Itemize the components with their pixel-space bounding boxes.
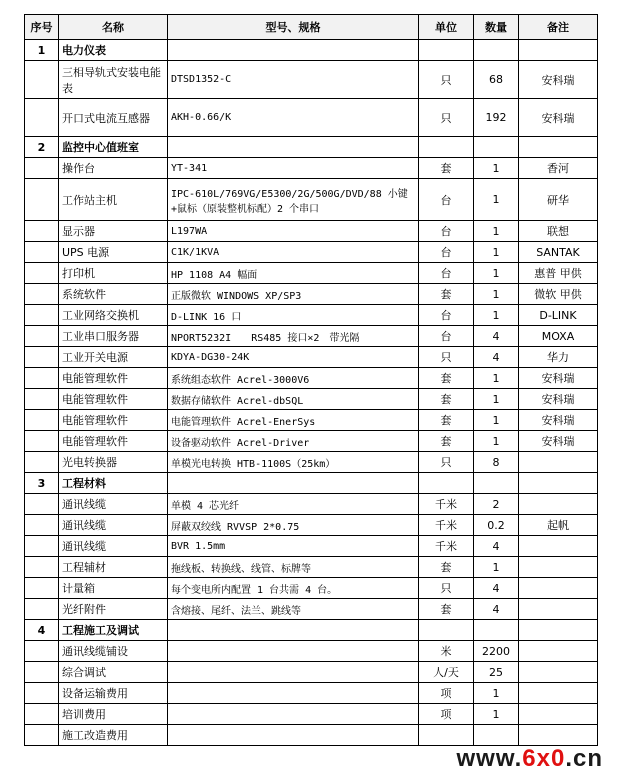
cell-note [519, 662, 598, 683]
cell-qty: 4 [474, 599, 519, 620]
cell-model [168, 704, 419, 725]
cell-qty: 4 [474, 536, 519, 557]
cell-unit: 千米 [419, 536, 474, 557]
cell-model: HP 1108 A4 幅面 [168, 263, 419, 284]
table-row [25, 683, 598, 704]
cell-note [519, 725, 598, 746]
cell-qty [474, 620, 519, 641]
cell-model: 含熔接、尾纤、法兰、跳线等 [168, 599, 419, 620]
cell-name: 系统软件 [59, 284, 168, 305]
cell-unit [419, 473, 474, 494]
section-row [25, 137, 598, 158]
cell-model: D-LINK 16 口 [168, 305, 419, 326]
cell-name: 工程辅材 [59, 557, 168, 578]
section-row [25, 40, 598, 61]
cell-name: 电能管理软件 [59, 389, 168, 410]
cell-model [168, 725, 419, 746]
cell-name: 电能管理软件 [59, 431, 168, 452]
table-row [25, 61, 598, 99]
cell-model [168, 620, 419, 641]
cell-no: 1 [25, 40, 59, 61]
cell-note [519, 641, 598, 662]
cell-name: 计量箱 [59, 578, 168, 599]
cell-unit: 项 [419, 683, 474, 704]
cell-model: BVR 1.5mm [168, 536, 419, 557]
cell-no [25, 368, 59, 389]
cell-no [25, 61, 59, 99]
table-row [25, 284, 598, 305]
header-row [25, 15, 598, 40]
cell-qty: 8 [474, 452, 519, 473]
cell-note [519, 683, 598, 704]
cell-name: 通讯线缆 [59, 494, 168, 515]
cell-qty: 1 [474, 263, 519, 284]
header-no: 序号 [25, 15, 59, 40]
table-row [25, 158, 598, 179]
cell-name: 通讯线缆 [59, 515, 168, 536]
cell-note [519, 536, 598, 557]
cell-note: 起帆 [519, 515, 598, 536]
cell-name: 显示器 [59, 221, 168, 242]
header-name: 名称 [59, 15, 168, 40]
cell-unit: 只 [419, 578, 474, 599]
cell-unit: 人/天 [419, 662, 474, 683]
cell-no [25, 410, 59, 431]
cell-no [25, 704, 59, 725]
cell-no [25, 494, 59, 515]
table-row [25, 536, 598, 557]
table-row [25, 389, 598, 410]
cell-note [519, 494, 598, 515]
cell-qty: 2 [474, 494, 519, 515]
cell-no [25, 242, 59, 263]
cell-qty: 4 [474, 347, 519, 368]
cell-unit: 台 [419, 179, 474, 221]
cell-unit: 台 [419, 242, 474, 263]
header-model: 型号、规格 [168, 15, 419, 40]
cell-no [25, 452, 59, 473]
cell-note: 安科瑞 [519, 431, 598, 452]
cell-qty: 1 [474, 221, 519, 242]
table-row [25, 368, 598, 389]
watermark-main: www. [456, 745, 523, 772]
cell-no [25, 515, 59, 536]
cell-model: 拖线板、转换线、线管、标牌等 [168, 557, 419, 578]
cell-note [519, 620, 598, 641]
header-qty: 数量 [474, 15, 519, 40]
table-row [25, 410, 598, 431]
table-row [25, 725, 598, 746]
cell-no [25, 158, 59, 179]
cell-qty: 1 [474, 305, 519, 326]
cell-name: 培训费用 [59, 704, 168, 725]
cell-qty [474, 473, 519, 494]
cell-qty: 1 [474, 158, 519, 179]
section-row [25, 620, 598, 641]
cell-qty: 1 [474, 431, 519, 452]
cell-qty: 4 [474, 578, 519, 599]
cell-model [168, 137, 419, 158]
cell-unit: 套 [419, 599, 474, 620]
cell-note: 研华 [519, 179, 598, 221]
cell-model: 屏蔽双绞线 RVVSP 2*0.75 [168, 515, 419, 536]
cell-model: IPC-610L/769VG/E5300/2G/500G/DVD/88 小键+鼠标（原装整机标配）2 个串口 [168, 179, 419, 221]
cell-model: 数据存储软件 Acrel-dbSQL [168, 389, 419, 410]
cell-unit: 千米 [419, 515, 474, 536]
header-note: 备注 [519, 15, 598, 40]
table-row [25, 221, 598, 242]
cell-note: 联想 [519, 221, 598, 242]
table-row [25, 515, 598, 536]
table-row [25, 326, 598, 347]
table-row [25, 704, 598, 725]
cell-note [519, 452, 598, 473]
cell-note: 安科瑞 [519, 61, 598, 99]
cell-no [25, 683, 59, 704]
cell-model: 正版微软 WINDOWS XP/SP3 [168, 284, 419, 305]
cell-qty: 1 [474, 704, 519, 725]
cell-model: 单模光电转换 HTB-1100S（25km） [168, 452, 419, 473]
cell-qty: 2200 [474, 641, 519, 662]
cell-name: 开口式电流互感器 [59, 99, 168, 137]
cell-no [25, 557, 59, 578]
cell-qty: 1 [474, 683, 519, 704]
cell-name: 打印机 [59, 263, 168, 284]
cell-unit: 只 [419, 61, 474, 99]
cell-no [25, 536, 59, 557]
cell-note [519, 473, 598, 494]
watermark-accent: 6x0 [522, 745, 566, 772]
table-row [25, 494, 598, 515]
table-row [25, 179, 598, 221]
cell-qty: 4 [474, 326, 519, 347]
cell-model: 每个变电所内配置 1 台共需 4 台。 [168, 578, 419, 599]
table-row [25, 263, 598, 284]
cell-unit: 套 [419, 368, 474, 389]
cell-model [168, 641, 419, 662]
cell-note: 华力 [519, 347, 598, 368]
table-row [25, 242, 598, 263]
header-unit: 单位 [419, 15, 474, 40]
cell-note: 微软 甲供 [519, 284, 598, 305]
cell-model [168, 473, 419, 494]
section-row [25, 473, 598, 494]
cell-note: 安科瑞 [519, 368, 598, 389]
cell-name: 监控中心值班室 [59, 137, 168, 158]
table-row [25, 99, 598, 137]
spec-table [24, 14, 598, 746]
cell-no [25, 284, 59, 305]
cell-unit: 只 [419, 99, 474, 137]
cell-name: 工业网络交换机 [59, 305, 168, 326]
cell-note: 安科瑞 [519, 410, 598, 431]
cell-model: 电能管理软件 Acrel-EnerSys [168, 410, 419, 431]
cell-unit: 套 [419, 284, 474, 305]
cell-no [25, 389, 59, 410]
cell-name: 设备运输费用 [59, 683, 168, 704]
cell-no [25, 221, 59, 242]
cell-no [25, 431, 59, 452]
cell-note [519, 599, 598, 620]
cell-name: UPS 电源 [59, 242, 168, 263]
cell-note [519, 704, 598, 725]
cell-qty: 1 [474, 389, 519, 410]
cell-unit: 台 [419, 263, 474, 284]
cell-qty [474, 40, 519, 61]
cell-note: 安科瑞 [519, 389, 598, 410]
cell-no [25, 99, 59, 137]
cell-qty: 1 [474, 284, 519, 305]
table-row [25, 599, 598, 620]
cell-qty: 68 [474, 61, 519, 99]
cell-unit [419, 620, 474, 641]
cell-qty: 1 [474, 179, 519, 221]
cell-no [25, 305, 59, 326]
cell-unit: 台 [419, 305, 474, 326]
table-row [25, 347, 598, 368]
cell-note [519, 557, 598, 578]
cell-qty: 192 [474, 99, 519, 137]
cell-name: 光电转换器 [59, 452, 168, 473]
table-body [25, 40, 598, 746]
cell-qty [474, 725, 519, 746]
cell-unit [419, 725, 474, 746]
cell-no [25, 263, 59, 284]
cell-unit: 套 [419, 158, 474, 179]
cell-unit: 米 [419, 641, 474, 662]
cell-qty: 25 [474, 662, 519, 683]
cell-note [519, 40, 598, 61]
cell-model: NPORT5232I RS485 接口×2 带光隔 [168, 326, 419, 347]
cell-no [25, 578, 59, 599]
cell-name: 工业串口服务器 [59, 326, 168, 347]
table-row [25, 557, 598, 578]
cell-no [25, 599, 59, 620]
watermark-tail: .cn [565, 745, 603, 772]
cell-model [168, 683, 419, 704]
cell-name: 电能管理软件 [59, 368, 168, 389]
cell-name: 综合调试 [59, 662, 168, 683]
cell-model: KDYA-DG30-24K [168, 347, 419, 368]
cell-unit: 套 [419, 431, 474, 452]
cell-model: AKH-0.66/K [168, 99, 419, 137]
cell-no: 2 [25, 137, 59, 158]
cell-qty [474, 137, 519, 158]
cell-name: 光纤附件 [59, 599, 168, 620]
cell-unit: 千米 [419, 494, 474, 515]
cell-qty: 1 [474, 368, 519, 389]
cell-no [25, 662, 59, 683]
table-row [25, 452, 598, 473]
table-row [25, 431, 598, 452]
cell-model: 系统组态软件 Acrel-3000V6 [168, 368, 419, 389]
cell-unit: 套 [419, 389, 474, 410]
table-row [25, 641, 598, 662]
cell-unit: 套 [419, 557, 474, 578]
cell-no [25, 326, 59, 347]
cell-note [519, 137, 598, 158]
cell-qty: 1 [474, 410, 519, 431]
cell-unit: 只 [419, 452, 474, 473]
cell-name: 通讯线缆 [59, 536, 168, 557]
cell-name: 三相导轨式安装电能表 [59, 61, 168, 99]
cell-unit [419, 40, 474, 61]
table-row [25, 662, 598, 683]
cell-no: 4 [25, 620, 59, 641]
cell-no [25, 725, 59, 746]
cell-qty: 1 [474, 557, 519, 578]
cell-note: MOXA [519, 326, 598, 347]
cell-model: YT-341 [168, 158, 419, 179]
cell-unit: 台 [419, 326, 474, 347]
cell-note: 香河 [519, 158, 598, 179]
cell-name: 工程施工及调试 [59, 620, 168, 641]
cell-qty: 1 [474, 242, 519, 263]
cell-model: L197WA [168, 221, 419, 242]
cell-no [25, 641, 59, 662]
table-row [25, 578, 598, 599]
cell-qty: 0.2 [474, 515, 519, 536]
cell-name: 工作站主机 [59, 179, 168, 221]
cell-unit: 项 [419, 704, 474, 725]
cell-name: 电能管理软件 [59, 410, 168, 431]
table-row [25, 305, 598, 326]
cell-no: 3 [25, 473, 59, 494]
cell-no [25, 347, 59, 368]
cell-model [168, 40, 419, 61]
cell-name: 通讯线缆铺设 [59, 641, 168, 662]
cell-name: 工程材料 [59, 473, 168, 494]
cell-unit: 台 [419, 221, 474, 242]
cell-name: 工业开关电源 [59, 347, 168, 368]
cell-name: 电力仪表 [59, 40, 168, 61]
cell-model: C1K/1KVA [168, 242, 419, 263]
cell-note: D-LINK [519, 305, 598, 326]
cell-name: 施工改造费用 [59, 725, 168, 746]
cell-unit: 只 [419, 347, 474, 368]
cell-note: SANTAK [519, 242, 598, 263]
cell-note: 惠普 甲供 [519, 263, 598, 284]
cell-no [25, 179, 59, 221]
cell-unit: 套 [419, 410, 474, 431]
cell-model: 单模 4 芯光纤 [168, 494, 419, 515]
cell-note: 安科瑞 [519, 99, 598, 137]
site-watermark [456, 745, 603, 773]
cell-model [168, 662, 419, 683]
cell-model: 设备驱动软件 Acrel-Driver [168, 431, 419, 452]
cell-unit [419, 137, 474, 158]
cell-note [519, 578, 598, 599]
cell-name: 操作台 [59, 158, 168, 179]
cell-model: DTSD1352-C [168, 61, 419, 99]
